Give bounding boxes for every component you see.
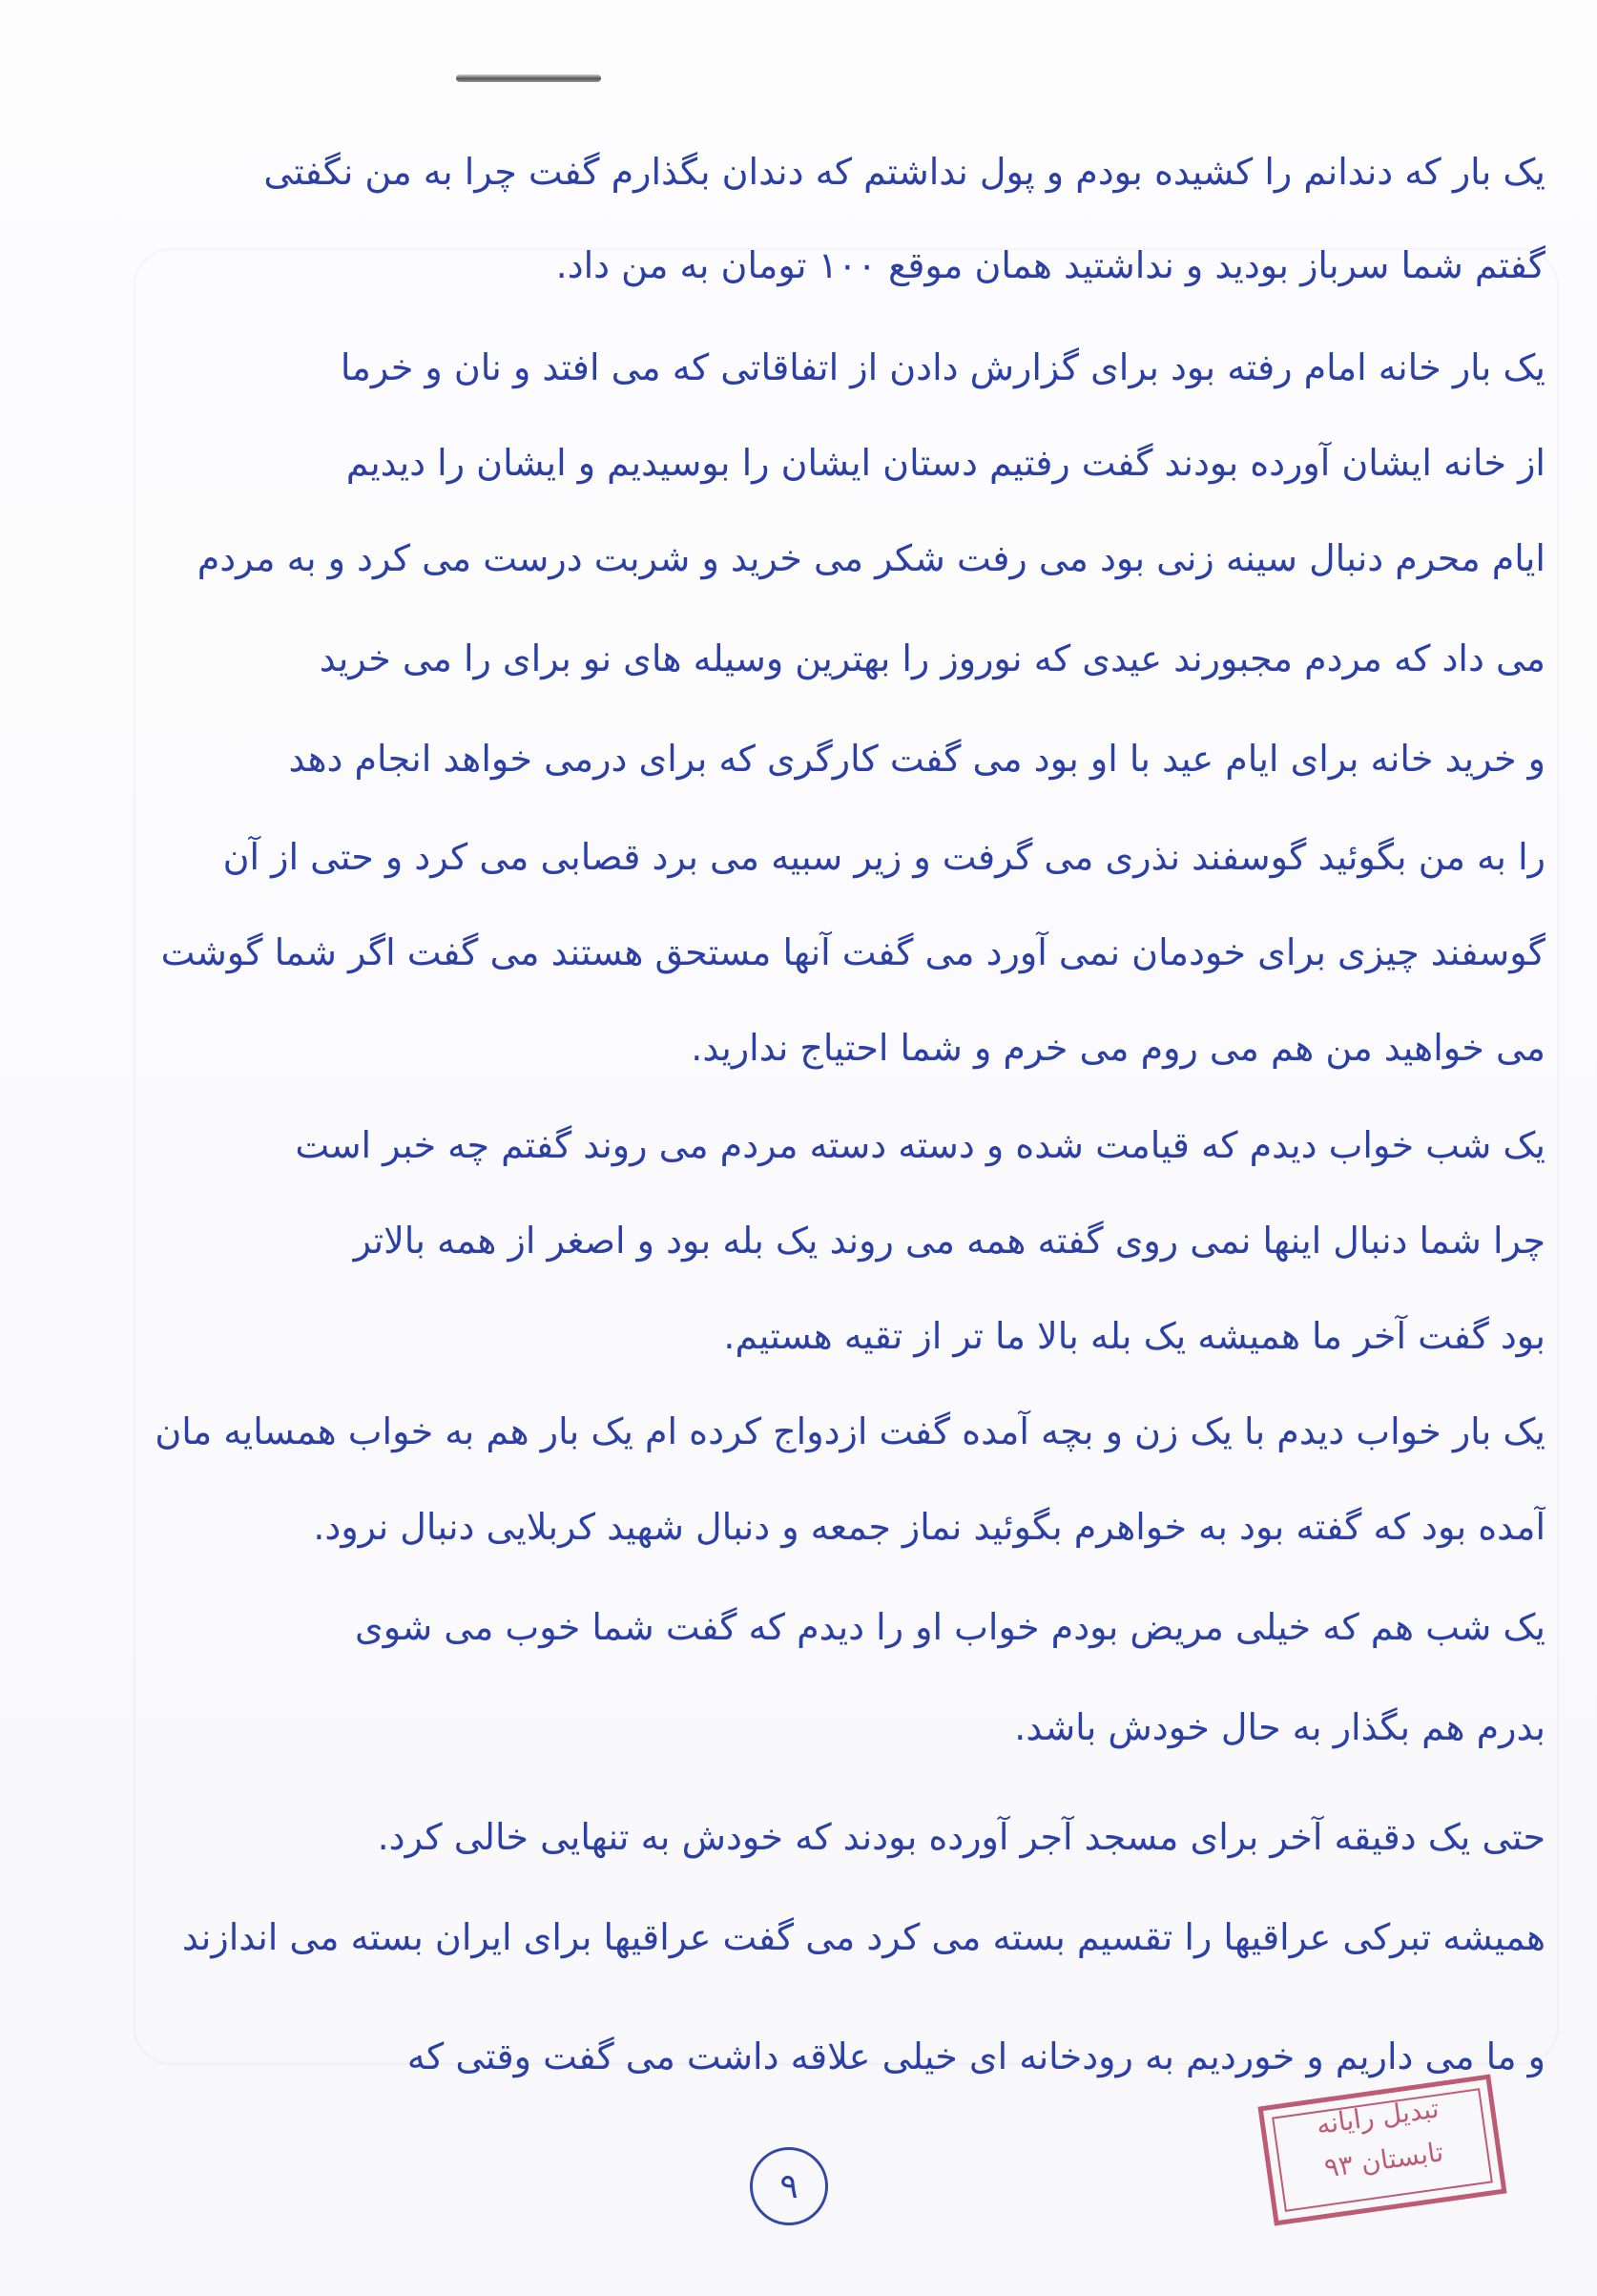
stamp-line-1: تبدیل رایانه (1314, 2092, 1441, 2141)
text-line: چرا شما دنبال اینها نمی روی گفته همه می روند یک بله بود و اصغر از همه بالاتر (353, 1220, 1545, 1262)
text-line: یک بار خانه امام رفته بود برای گزارش دادن از اتفاقاتی که می افتد و نان و خرما (340, 346, 1545, 388)
text-line: بود گفت آخر ما همیشه یک بله بالا ما تر از تقیه هستیم. (723, 1315, 1545, 1357)
text-line: ایام محرم دنبال سینه زنی بود می رفت شکر می خرید و شربت درست می کرد و به مردم (197, 537, 1545, 579)
text-line: می داد که مردم مجبورند عیدی که نوروز را بهترین وسیله های نو برای را می خرید (319, 637, 1545, 679)
text-line: گفتم شما سرباز بودید و نداشتید همان موقع ۱۰۰ تومان به من داد. (555, 244, 1545, 286)
text-line: گوسفند چیزی برای خودمان نمی آورد می گفت آنها مستحق هستند می گفت اگر شما گوشت (160, 931, 1545, 973)
red-ink-stamp (1257, 2074, 1506, 2225)
text-line: از خانه ایشان آورده بودند گفت رفتیم دستان ایشان را بوسیدیم و ایشان را دیدیم (345, 442, 1545, 484)
text-line: را به من بگوئید گوسفند نذری می گرفت و زیر سبیه می برد قصابی می کرد و حتی از آن (222, 836, 1545, 878)
text-line: بدرم هم بگذار به حال خودش باشد. (1014, 1706, 1545, 1748)
text-line: می خواهید من هم می روم می خرم و شما احتیاج ندارید. (691, 1027, 1545, 1069)
text-line: همیشه تبرکی عراقیها را تقسیم بسته می کرد می گفت عراقیها برای ایران بسته می اندازند (181, 1916, 1545, 1958)
text-line: یک شب خواب دیدم که قیامت شده و دسته دسته مردم می روند گفتم چه خبر است (295, 1124, 1545, 1166)
staple-mark (456, 74, 601, 82)
text-line: یک بار که دندانم را کشیده بودم و پول نداشتم که دندان بگذارم گفت چرا به من نگفتی (263, 151, 1545, 193)
text-line: و ما می داریم و خوردیم به رودخانه ای خیلی علاقه داشت می گفت وقتی که (406, 2035, 1545, 2077)
text-line: حتی یک دقیقه آخر برای مسجد آجر آورده بودند که خودش به تنهایی خالی کرد. (377, 1816, 1545, 1858)
text-line: یک بار خواب دیدم با یک زن و بچه آمده گفت ازدواج کرده ام یک بار هم به خواب همسایه مان (155, 1410, 1545, 1452)
text-line: و خرید خانه برای ایام عید با او بود می گفت کارگری که برای درمی خواهد انجام دهد (288, 738, 1545, 780)
page-number: ۹ (750, 2147, 828, 2225)
text-line: یک شب هم که خیلی مریض بودم خواب او را دیدم که گفت شما خوب می شوی (355, 1606, 1545, 1648)
text-line: آمده بود که گفته بود به خواهرم بگوئید نماز جمعه و دنبال شهید کربلایی دنبال نرود. (313, 1506, 1545, 1548)
stamp-line-2: تابستان ۹۳ (1321, 2136, 1445, 2184)
